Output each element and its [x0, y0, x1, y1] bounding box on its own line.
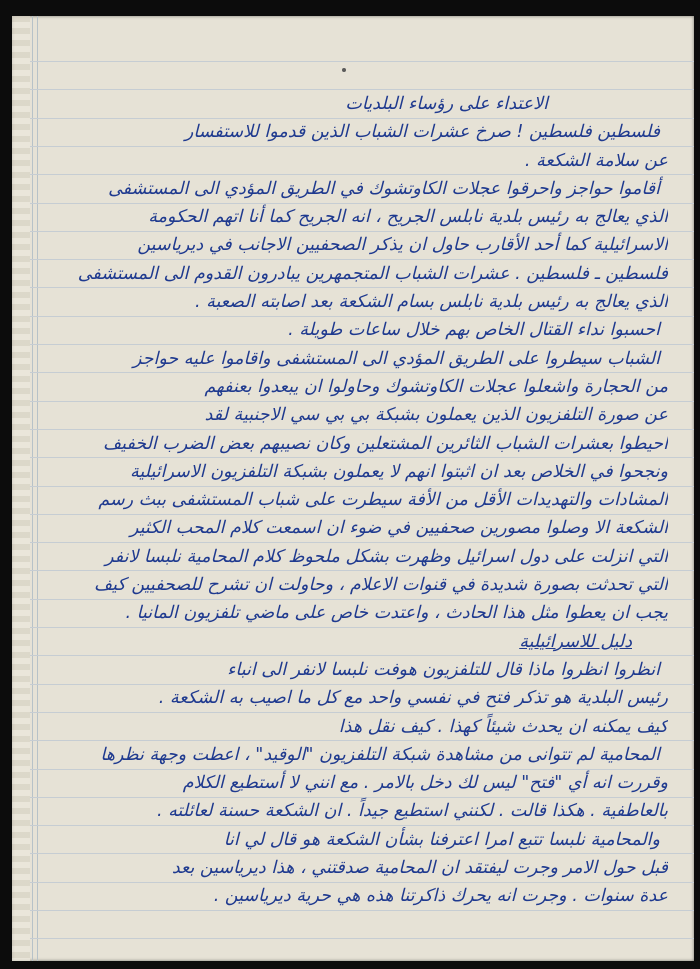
ruled-line	[30, 938, 694, 939]
text-line: قبل حول الامر وجرت ليفتقد ان المحامية صدقتني ، هذا ديرياسين بعد	[171, 858, 668, 879]
text-line: فلسطين ـ فلسطين . عشرات الشباب المتجمهرين يبادرون القدوم الى المستشفى	[77, 263, 668, 284]
margin-line	[32, 16, 33, 961]
text-line: الشكعة الا وصلوا مصورين صحفيين في ضوء ان اسمعت كلام المحب الكثير	[130, 518, 668, 539]
text-line: التي تحدثت بصورة شديدة في قنوات الاعلام ، وحاولت ان تشرح للصحفيين كيف	[94, 575, 668, 596]
text-line: بالعاطفية . هكذا قالت . لكنني استطيع جيداً . ان الشكعة حسنة لعائلته .	[156, 801, 668, 822]
text-line: رئيس البلدية هو تذكر فتح في نفسي واحد مع كل ما اصيب به الشكعة .	[158, 688, 668, 709]
margin-line	[37, 16, 38, 961]
text-line: كيف يمكنه ان يحدث شيئاً كهذا . كيف نقل هذا	[338, 716, 668, 737]
text-line: عن سلامة الشكعة .	[524, 150, 668, 171]
text-line: عن صورة التلفزيون الذين يعملون بشبكة بي بي سي الاجنبية لقد	[204, 405, 668, 426]
text-line: أقاموا حواجز واحرقوا عجلات الكاوتشوك في الطريق المؤدي الى المستشفى	[108, 178, 660, 199]
ink-dot	[342, 68, 346, 72]
text-line: والمحامية نلبسا تتبع امرا اعترفنا بشأن الشكعة هو قال لي انا	[223, 829, 660, 850]
document-title: الاعتداء على رؤساء البلديات	[345, 94, 548, 114]
text-line: عدة سنوات . وجرت انه يحرك ذاكرتنا هذه هي حرية ديرياسين .	[213, 886, 668, 907]
text-line: التي انزلت على دول اسرائيل وظهرت بشكل ملحوظ كلام المحامية نلبسا لانفر	[105, 546, 668, 567]
text-line: من الحجارة واشعلوا عجلات الكاوتشوك وحاولوا ان يبعدوا بعنفهم	[204, 376, 668, 397]
handwritten-text	[60, 90, 668, 911]
text-line: فلسطين فلسطين ! صرخ عشرات الشباب الذين قدموا للاستفسار	[184, 122, 660, 143]
text-line: الذي يعالج به رئيس بلدية نابلس الجريح ، انه الجريح كما أنا اتهم الحكومة	[148, 207, 668, 228]
torn-binding-edge	[12, 16, 30, 961]
text-line: وقررت انه أي "فتح" ليس لك دخل بالامر . مع انني لا أستطيع الكلام	[182, 773, 668, 794]
text-line: المشادات والتهديدات الأقل من الأفة سيطرت على شباب المستشفى ببث رسم	[98, 490, 668, 511]
text-line: المحامية لم تتوانى من مشاهدة شبكة التلفزيون "الوقيد" ، اعطت وجهة نظرها	[100, 744, 660, 765]
text-line: يجب ان يعطوا مثل هذا الحادث ، واعتدت خاص على ماضي تلفزيون المانيا .	[125, 603, 668, 624]
text-line: الاسرائيلية كما أحد الأقارب حاول ان يذكر الصحفيين الاجانب في ديرياسين	[137, 235, 668, 256]
text-line: الشباب سيطروا على الطريق المؤدي الى المستشفى واقاموا عليه حواجز	[133, 348, 660, 369]
text-line: احسبوا نداء القتال الخاص بهم خلال ساعات طويلة .	[288, 320, 660, 341]
text-line: ونجحوا في الخلاص بعد ان اثبتوا انهم لا يعملون بشبكة التلفزيون الاسرائيلية	[130, 461, 668, 482]
text-line: احيطوا بعشرات الشباب الثائرين المشتعلين وكان نصيبهم بعض الضرب الخفيف	[103, 433, 668, 454]
notebook-page	[12, 16, 694, 961]
text-line: الذي يعالج به رئيس بلدية نابلس بسام الشكعة بعد اصابته الصعبة .	[194, 292, 668, 313]
ruled-line	[30, 61, 694, 62]
text-line: انظروا انظروا ماذا قال للتلفزيون هوفت نلبسا لانفر الى انباء	[227, 659, 660, 680]
section-heading: دليل للاسرائيلية	[519, 631, 632, 652]
